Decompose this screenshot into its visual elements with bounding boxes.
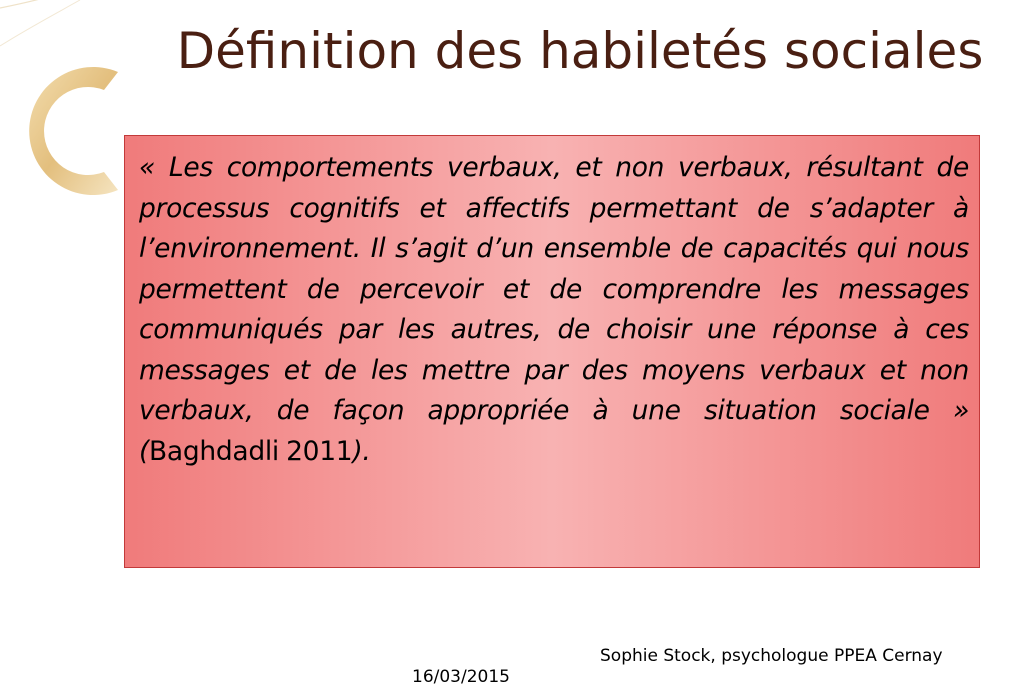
quote-body: « Les comportements verbaux, et non verbaux, résultant de processus cognitifs et affectifs permettant de s’adapter à l’environnement. Il s’agit d’un ensemble de capacités qui nous permettent de percevoir et de comprendre les messages communiqués par les autres, de choisir une réponse à ces messages et de les mettre par des moyens verbaux et non verbaux, de façon appropriée à une situation sociale » (	[139, 152, 969, 467]
footer-date: 16/03/2015	[412, 667, 510, 687]
quote-citation: Baghdadli 2011	[149, 435, 353, 467]
slide-title: Définition des habiletés sociales	[176, 22, 984, 80]
quote-box	[124, 135, 980, 568]
quote-closing: ).	[352, 435, 371, 467]
footer-author: Sophie Stock, psychologue PPEA Cernay	[600, 646, 943, 666]
decorative-ring-graphic	[0, 0, 130, 220]
definition-quote	[139, 148, 969, 472]
